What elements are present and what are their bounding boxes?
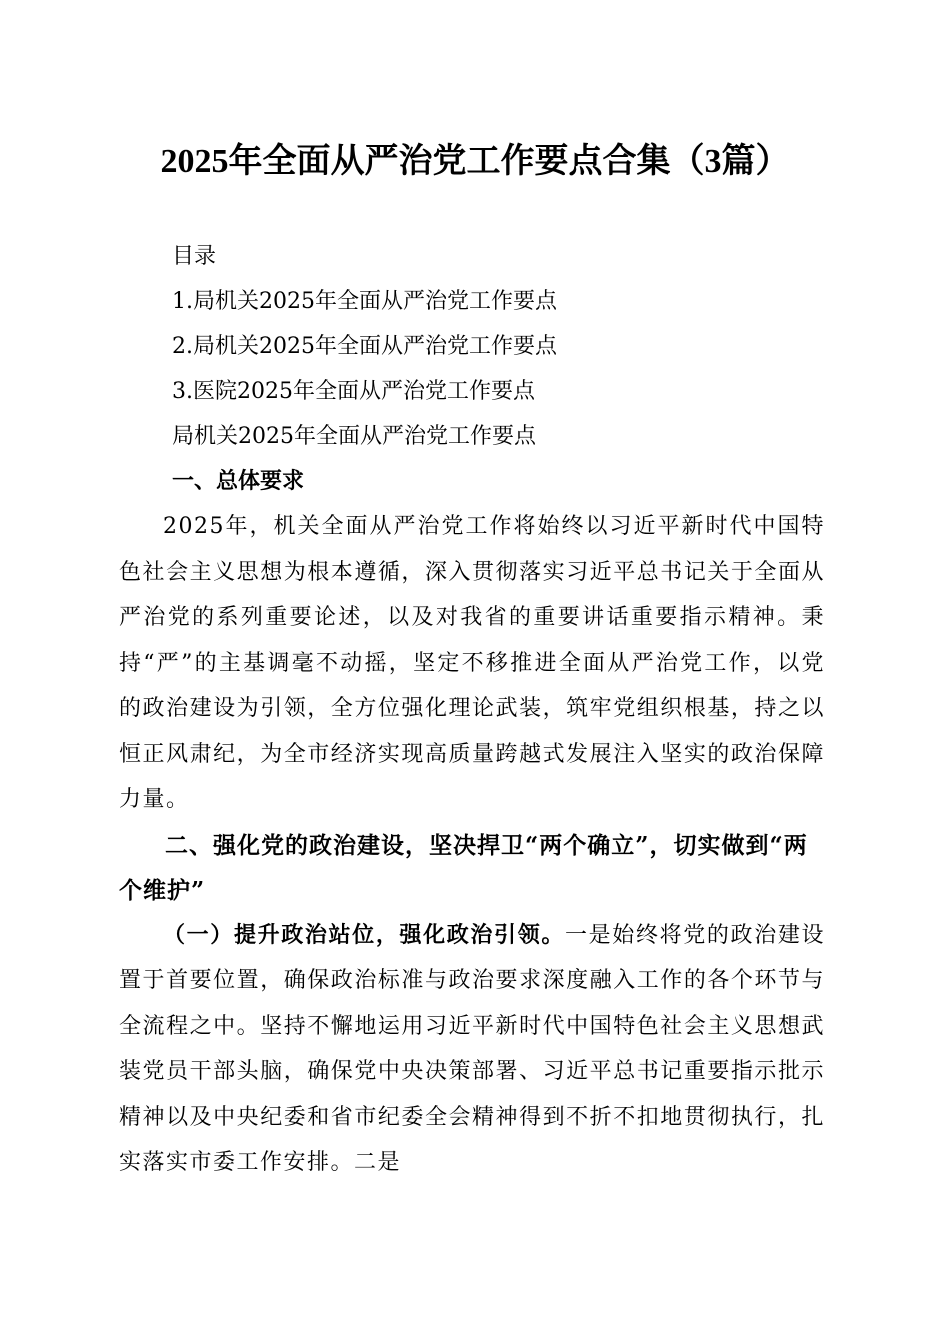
section-heading: 二、强化党的政治建设，坚决捍卫“两个确立”，切实做到“两个维护” [119,831,808,904]
paragraph [119,913,825,1186]
subsection-lead: （一）提升政治站位，强化政治引领。 [163,921,566,948]
section-heading: 一、总体要求 [172,468,305,494]
toc-item[interactable]: 3.医院2025年全面从严治党工作要点 [172,379,535,404]
subsection-text: 一是始终将党的政治建设置于首要位置，确保政治标准与政治要求深度融入工作的各个环节与全流程之中。坚持不懈地运用习近平新时代中国特色社会主义思想武装党员干部头脑，确保党中央决策部署、习近平总书记重要指示批示精神以及中央纪委和省市纪委全会精神得到不折不扣地贯彻执行，扎实落实市委工作安排。二是 [119,922,825,1175]
document-title: 2025年全面从严治党工作要点合集（3篇） [160,143,790,180]
toc-item[interactable]: 局机关2025年全面从严治党工作要点 [172,424,536,449]
document-body [119,459,825,1186]
table-of-contents [172,234,557,459]
toc-heading: 目录 [172,244,217,269]
toc-item[interactable]: 1.局机关2025年全面从严治党工作要点 [172,289,557,314]
toc-item[interactable]: 2.局机关2025年全面从严治党工作要点 [172,334,557,359]
paragraph: 2025年，机关全面从严治党工作将始终以习近平新时代中国特色社会主义思想为根本遵循，深入贯彻落实习近平总书记关于全面从严治党的系列重要论述，以及对我省的重要讲话重要指示精神。秉持“严”的主基调毫不动摇，坚定不移推进全面从严治党工作，以党的政治建设为引领，全方位强化理论武装，筑牢党组织根基，持之以恒正风肃纪，为全市经济实现高质量跨越式发展注入坚实的政治保障力量。 [119,514,825,812]
